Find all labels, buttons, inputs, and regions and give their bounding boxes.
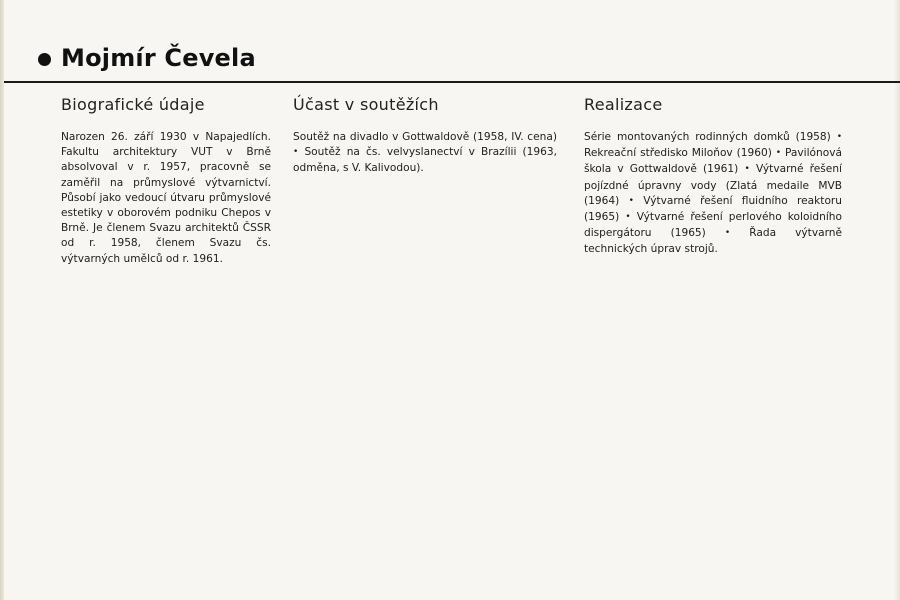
page-binding-edge bbox=[0, 0, 4, 600]
list-item: Výtvarné řešení perlového koloidního dispergátoru (1965) bbox=[584, 211, 842, 240]
list-item: Soutěž na čs. velvyslanectví v Brazílii (1963, odměna, s V. Kalivodou). bbox=[293, 146, 557, 175]
realizations-text bbox=[584, 130, 842, 258]
competitions-column bbox=[293, 95, 557, 177]
biography-text: Narozen 26. září 1930 v Napajedlích. Fakultu architektury VUT v Brně absolvoval v r. 1957, pracovně se zaměřil na průmyslové výtvarnictví. Působí jako vedoucí útvaru průmyslové estetiky v oborovém podniku Chepos v Brně. Je členem Svazu architektů ČSSR od r. 1958, členem Svazu čs. výtvarných umělců od r. 1961. bbox=[61, 131, 271, 265]
list-item: Výtvarné řešení pojízdné úpravny vody (Zlatá medaile MVB (1964) bbox=[584, 163, 842, 207]
separator-bullet-icon: • bbox=[293, 147, 299, 158]
page-header bbox=[38, 44, 256, 72]
realizations-heading: Realizace bbox=[584, 95, 663, 114]
biography-column bbox=[61, 95, 271, 267]
page-right-edge bbox=[894, 0, 900, 600]
separator-bullet-icon: • bbox=[628, 195, 634, 206]
bullet-icon bbox=[38, 53, 51, 66]
biography-heading: Biografické údaje bbox=[61, 95, 205, 114]
realizations-column bbox=[584, 95, 842, 258]
competitions-heading: Účast v soutěžích bbox=[293, 95, 439, 114]
list-item: Série montovaných rodinných domků (1958) bbox=[584, 131, 831, 143]
list-item: Výtvarné řešení fluidního reaktoru (1965) bbox=[584, 194, 842, 224]
list-item: Řada výtvarně technických úprav strojů. bbox=[584, 227, 842, 256]
separator-bullet-icon: • bbox=[744, 164, 750, 175]
separator-bullet-icon: • bbox=[724, 228, 731, 239]
separator-bullet-icon: • bbox=[625, 212, 631, 223]
list-item: Rekreační středisko Miloňov (1960) bbox=[584, 147, 772, 160]
separator-bullet-icon: • bbox=[836, 132, 842, 142]
page-title: Mojmír Čevela bbox=[61, 44, 256, 72]
competitions-text bbox=[293, 130, 557, 177]
list-item: Soutěž na divadlo v Gottwaldově (1958, IV. cena) bbox=[293, 131, 557, 143]
title-divider bbox=[4, 81, 900, 83]
list-item: Pavilónová škola v Gottwaldově (1961) bbox=[584, 147, 842, 176]
separator-bullet-icon: • bbox=[775, 148, 782, 159]
